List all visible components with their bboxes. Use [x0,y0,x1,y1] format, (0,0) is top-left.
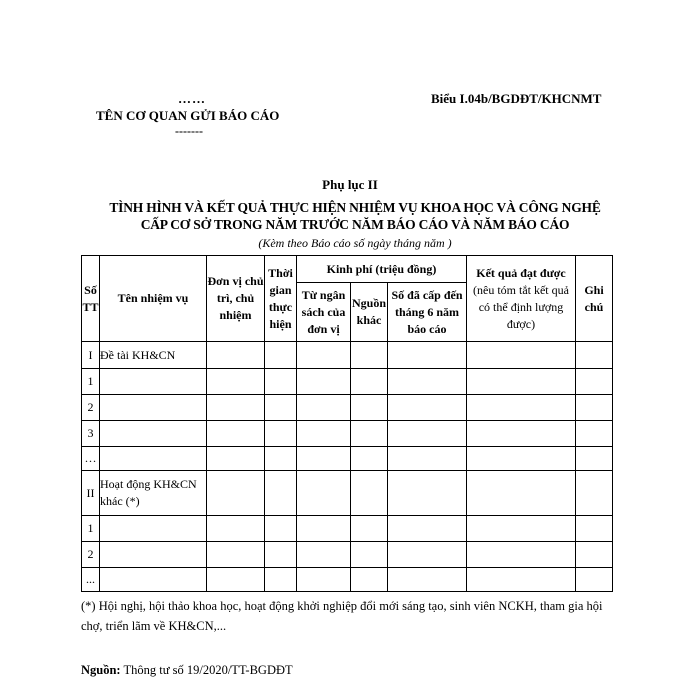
form-code: Biểu I.04b/BGDĐT/KHCNMT [431,91,602,106]
row-index: 1 [82,369,100,395]
agency-name: TÊN CƠ QUAN GỬI BÁO CÁO [96,108,280,123]
header-notes: Ghi chú [576,256,613,342]
agency-dots: …… [178,91,206,106]
table-row [82,542,613,568]
header-funding: Kinh phí (triệu đồng) [297,256,467,283]
report-title-line2: CẤP CƠ SỞ TRONG NĂM TRƯỚC NĂM BÁO CÁO VÀ NĂM BÁO CÁO [140,217,570,232]
report-subtitle: (Kèm theo Báo cáo số ngày tháng năm ) [258,236,452,250]
header-other-sources: Nguồn khác [351,283,388,342]
row-task-name [100,516,207,542]
row-task-name: Hoạt động KH&CN khác (*) [100,471,207,516]
header-host-unit: Đơn vị chủ trì, chủ nhiệm [207,256,265,342]
row-index: … [82,447,100,471]
table-row [82,342,613,369]
row-index: ... [82,568,100,592]
report-table [81,255,613,592]
table-row [82,369,613,395]
table-row [82,516,613,542]
report-title-line1: TÌNH HÌNH VÀ KẾT QUẢ THỰC HIỆN NHIỆM VỤ KHOA HỌC VÀ CÔNG NGHỆ [109,200,601,215]
row-index: 2 [82,395,100,421]
header-duration: Thời gian thực hiện [265,256,297,342]
row-task-name: Đề tài KH&CN [100,342,207,369]
header-stt: Số TT [82,256,100,342]
header-allocated: Số đã cấp đến tháng 6 năm báo cáo [388,283,467,342]
row-index: I [82,342,100,369]
table-row [82,395,613,421]
footnote: (*) Hội nghị, hội thảo khoa học, hoạt động khởi nghiệp đổi mới sáng tạo, sinh viên NCKH, tham gia hội chợ, triển lãm về KH&CN,... [81,599,603,633]
source-value: Thông tư số 19/2020/TT-BGDĐT [120,663,293,677]
row-task-name [100,568,207,592]
source-line [81,663,293,678]
agency-separator: ------- [175,124,203,138]
row-task-name [100,421,207,447]
table-row [82,471,613,516]
row-index: 3 [82,421,100,447]
row-task-name [100,395,207,421]
row-task-name [100,447,207,471]
appendix-label: Phụ lục II [322,177,378,192]
table-row [82,447,613,471]
header-results-title: Kết quả đạt được [476,265,566,280]
row-task-name [100,369,207,395]
row-task-name [100,542,207,568]
row-index: II [82,471,100,516]
source-label: Nguồn: [81,663,121,677]
table-row [82,421,613,447]
header-results-note: (nêu tóm tắt kết quả có thể định lượng được) [473,282,569,331]
row-index: 1 [82,516,100,542]
table-row [82,568,613,592]
header-budget: Từ ngân sách của đơn vị [297,283,351,342]
header-results [467,256,576,342]
header-task-name: Tên nhiệm vụ [100,256,207,342]
row-index: 2 [82,542,100,568]
